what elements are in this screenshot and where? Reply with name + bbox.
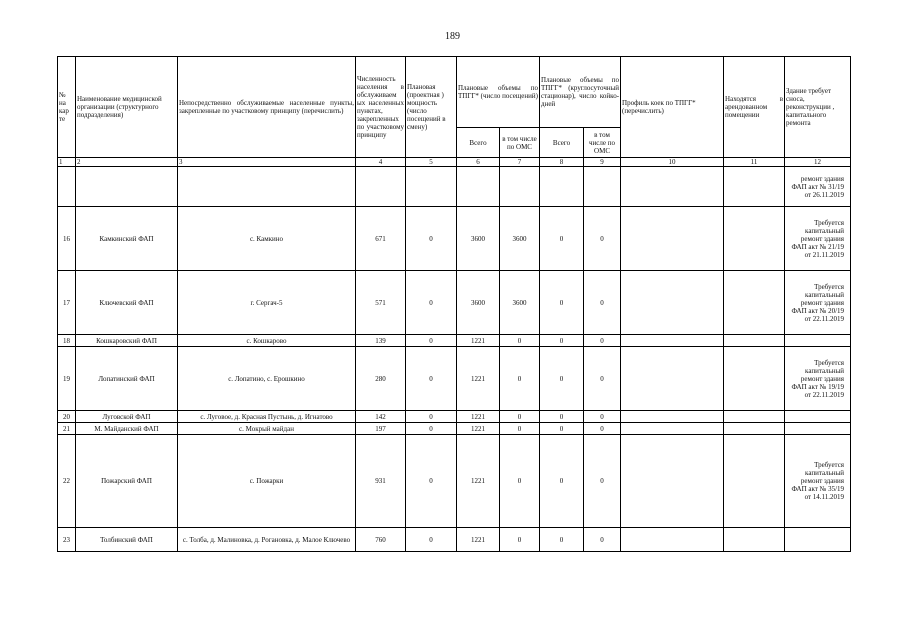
header-beds-oms: в том числе по ОМС <box>584 128 621 158</box>
row-number: 19 <box>58 347 76 411</box>
visits-total: 3600 <box>457 207 500 271</box>
visits-oms: 0 <box>500 435 540 528</box>
header-organization: Наименование медицинской организации (структурного подразделения) <box>76 57 178 158</box>
table-row <box>58 411 851 423</box>
organization-name: Ключевский ФАП <box>76 271 178 335</box>
header-bed-profile: Профиль коек по ТПГГ* (перечислить) <box>621 57 724 158</box>
repair-status: Требуется капитальный ремонт здания ФАП акт № 21/19 от 21.11.2019 <box>785 207 851 271</box>
capacity: 0 <box>406 271 457 335</box>
row-number: 18 <box>58 335 76 347</box>
repair-status <box>785 423 851 435</box>
visits-total: 1221 <box>457 335 500 347</box>
beds-oms: 0 <box>584 207 621 271</box>
bed-profile <box>621 435 724 528</box>
settlements: с. Толба, д. Малиновка, д. Рогановка, д. Малое Ключево <box>178 528 356 552</box>
column-number: 4 <box>356 158 406 167</box>
row-number: 17 <box>58 271 76 335</box>
repair-status: Требуется капитальный ремонт здания ФАП акт № 20/19 от 22.11.2019 <box>785 271 851 335</box>
rented-premises <box>724 335 785 347</box>
visits-oms: 3600 <box>500 271 540 335</box>
visits-total: 1221 <box>457 435 500 528</box>
visits-oms: 3600 <box>500 207 540 271</box>
repair-status: Требуется капитальный ремонт здания ФАП акт № 35/19 от 14.11.2019 <box>785 435 851 528</box>
beds-total: 0 <box>540 335 584 347</box>
visits-oms: 0 <box>500 423 540 435</box>
rented-premises <box>724 271 785 335</box>
row-number: 16 <box>58 207 76 271</box>
population: 142 <box>356 411 406 423</box>
header-number: № на кар те <box>58 57 76 158</box>
bed-profile <box>621 207 724 271</box>
table-row <box>58 167 851 207</box>
settlements: с. Луговое, д. Красная Пустынь, д. Игнатово <box>178 411 356 423</box>
settlements: с. Лопатино, с. Ерошкино <box>178 347 356 411</box>
beds-oms: 0 <box>584 271 621 335</box>
column-number: 8 <box>540 158 584 167</box>
visits-total: 3600 <box>457 271 500 335</box>
repair-status <box>785 411 851 423</box>
beds-total: 0 <box>540 528 584 552</box>
settlements: г. Сергач-5 <box>178 271 356 335</box>
row-number <box>58 167 76 207</box>
visits-oms <box>500 167 540 207</box>
table-row <box>58 271 851 335</box>
settlements: с. Пожарки <box>178 435 356 528</box>
header-repair: Здание требует сноса, реконструкции , капитального ремонта <box>785 57 851 158</box>
table-body <box>58 167 851 552</box>
column-number: 3 <box>178 158 356 167</box>
table-row <box>58 423 851 435</box>
facilities-table <box>57 56 851 552</box>
beds-oms: 0 <box>584 423 621 435</box>
column-number: 6 <box>457 158 500 167</box>
organization-name: Пожарский ФАП <box>76 435 178 528</box>
settlements <box>178 167 356 207</box>
capacity: 0 <box>406 335 457 347</box>
bed-profile <box>621 411 724 423</box>
bed-profile <box>621 528 724 552</box>
rented-premises <box>724 347 785 411</box>
repair-status <box>785 528 851 552</box>
organization-name: Луговской ФАП <box>76 411 178 423</box>
repair-status: ремонт здания ФАП акт № 31/19 от 26.11.2019 <box>785 167 851 207</box>
row-number: 22 <box>58 435 76 528</box>
population: 139 <box>356 335 406 347</box>
row-number: 20 <box>58 411 76 423</box>
row-number: 21 <box>58 423 76 435</box>
column-number-row <box>58 158 851 167</box>
beds-oms <box>584 167 621 207</box>
table-row <box>58 347 851 411</box>
capacity: 0 <box>406 435 457 528</box>
population: 571 <box>356 271 406 335</box>
capacity <box>406 167 457 207</box>
visits-total: 1221 <box>457 347 500 411</box>
column-number: 12 <box>785 158 851 167</box>
column-number: 7 <box>500 158 540 167</box>
visits-total: 1221 <box>457 411 500 423</box>
header-visit-volumes: Плановые объемы по ТПГГ* (число посещений) <box>457 57 540 128</box>
column-number: 5 <box>406 158 457 167</box>
settlements: с. Мокрый майдан <box>178 423 356 435</box>
visits-oms: 0 <box>500 528 540 552</box>
population: 671 <box>356 207 406 271</box>
beds-oms: 0 <box>584 411 621 423</box>
beds-total: 0 <box>540 423 584 435</box>
capacity: 0 <box>406 423 457 435</box>
organization-name: Камкинский ФАП <box>76 207 178 271</box>
beds-total: 0 <box>540 435 584 528</box>
bed-profile <box>621 335 724 347</box>
header-visits-total: Всего <box>457 128 500 158</box>
column-number: 9 <box>584 158 621 167</box>
beds-total: 0 <box>540 271 584 335</box>
organization-name <box>76 167 178 207</box>
population <box>356 167 406 207</box>
beds-total: 0 <box>540 207 584 271</box>
beds-oms: 0 <box>584 347 621 411</box>
settlements: с. Кошкарово <box>178 335 356 347</box>
beds-total <box>540 167 584 207</box>
header-bed-volumes: Плановые объемы по ТПГГ* (круглосуточный стационар), число койко-дней <box>540 57 621 128</box>
column-number: 1 <box>58 158 76 167</box>
organization-name: Кошкаровский ФАП <box>76 335 178 347</box>
visits-total: 1221 <box>457 528 500 552</box>
rented-premises <box>724 528 785 552</box>
column-number: 2 <box>76 158 178 167</box>
rented-premises <box>724 167 785 207</box>
visits-oms: 0 <box>500 347 540 411</box>
bed-profile <box>621 167 724 207</box>
table-row <box>58 435 851 528</box>
header-beds-total: Всего <box>540 128 584 158</box>
header-settlements: Непосредственно обслуживаемые населенные пункты, закрепленные по участковому принципу (перечислить) <box>178 57 356 158</box>
rented-premises <box>724 423 785 435</box>
visits-total <box>457 167 500 207</box>
organization-name: Толбинский ФАП <box>76 528 178 552</box>
beds-oms: 0 <box>584 335 621 347</box>
column-number: 11 <box>724 158 785 167</box>
visits-oms: 0 <box>500 335 540 347</box>
repair-status: Требуется капитальный ремонт здания ФАП акт № 19/19 от 22.11.2019 <box>785 347 851 411</box>
header-capacity: Плановая (проектная ) мощность (число посещений в смену) <box>406 57 457 158</box>
organization-name: М. Майданский ФАП <box>76 423 178 435</box>
table-row <box>58 335 851 347</box>
rented-premises <box>724 411 785 423</box>
capacity: 0 <box>406 347 457 411</box>
population: 197 <box>356 423 406 435</box>
header-row-top <box>58 57 851 128</box>
bed-profile <box>621 271 724 335</box>
repair-status <box>785 335 851 347</box>
rented-premises <box>724 435 785 528</box>
population: 760 <box>356 528 406 552</box>
beds-oms: 0 <box>584 528 621 552</box>
visits-oms: 0 <box>500 411 540 423</box>
header-visits-oms: в том числе по ОМС <box>500 128 540 158</box>
table-row <box>58 207 851 271</box>
beds-total: 0 <box>540 347 584 411</box>
beds-oms: 0 <box>584 435 621 528</box>
table-row <box>58 528 851 552</box>
organization-name: Лопатинский ФАП <box>76 347 178 411</box>
beds-total: 0 <box>540 411 584 423</box>
population: 280 <box>356 347 406 411</box>
header-rented: Находятся в арендованном помещении <box>724 57 785 158</box>
population: 931 <box>356 435 406 528</box>
visits-total: 1221 <box>457 423 500 435</box>
bed-profile <box>621 423 724 435</box>
capacity: 0 <box>406 207 457 271</box>
capacity: 0 <box>406 411 457 423</box>
header-population: Численность населения в обслуживаем ых населенных пунктах, закрепленных по участковому принципу <box>356 57 406 158</box>
column-number: 10 <box>621 158 724 167</box>
settlements: с. Камкино <box>178 207 356 271</box>
bed-profile <box>621 347 724 411</box>
rented-premises <box>724 207 785 271</box>
row-number: 23 <box>58 528 76 552</box>
page-number: 189 <box>445 31 460 42</box>
capacity: 0 <box>406 528 457 552</box>
